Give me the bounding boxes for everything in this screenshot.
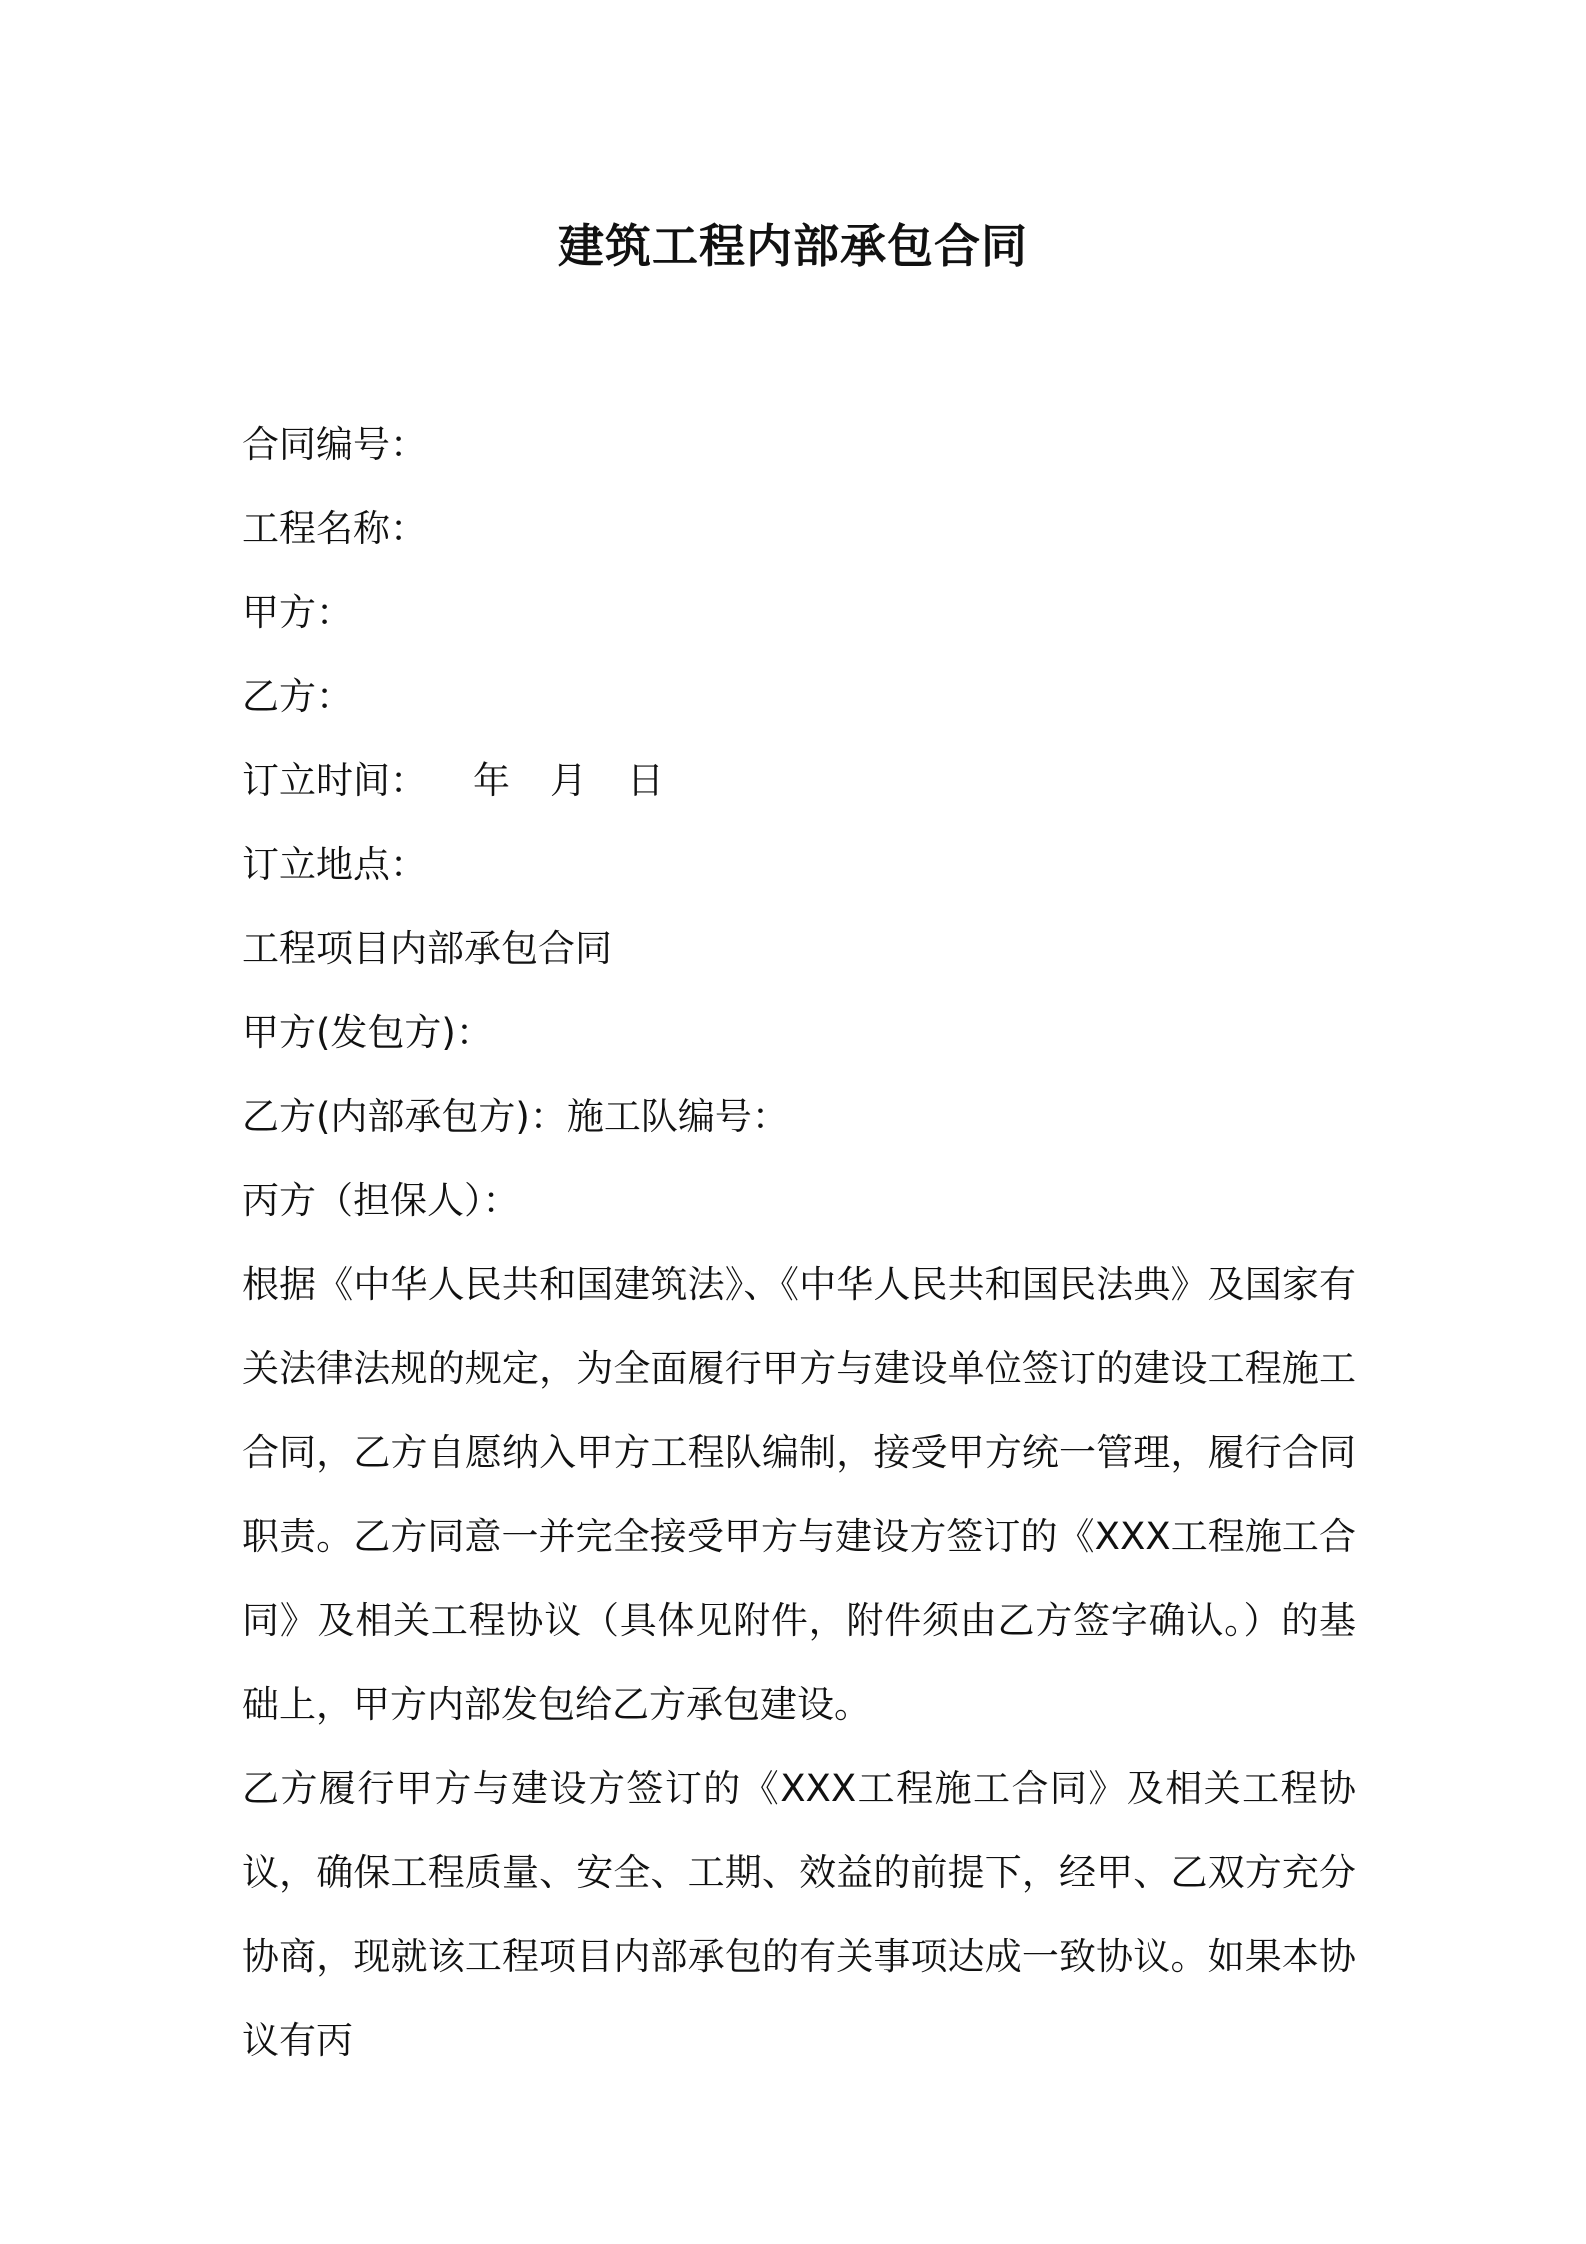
signing-time-year: 年 [473,759,510,802]
party-c-guarantor: 丙方（担保人）： [242,1179,520,1222]
party-a-employer: 甲方(发包方)： [242,1011,493,1054]
document-body [242,403,1356,2083]
party-b-contractor: 乙方(内部承包方)：施工队编号： [242,1095,789,1138]
party-b-field: 乙方： [242,675,353,718]
signing-place-field: 订立地点： [242,843,427,886]
signing-time-label: 订立时间： [242,759,427,802]
signing-time-month: 月 [550,759,587,802]
paragraph-legal-basis: 根据《中华人民共和国建筑法》、《中华人民共和国民法典》及国家有关法律法规的规定，为全面履行甲方与建设单位签订的建设工程施工合同，乙方自愿纳入甲方工程队编制，接受甲方统一管理，履行合同职责。乙方同意一并完全接受甲方与建设方签订的《XXX工程施工合同》及相关工程协议（具体见附件，附件须由乙方签字确认。）的基础上，甲方内部发包给乙方承包建设。 [242,1263,1356,1726]
signing-time-day: 日 [627,759,664,802]
project-name-field: 工程名称： [242,507,427,550]
signing-time-field [242,739,1356,823]
paragraph-performance: 乙方履行甲方与建设方签订的《XXX工程施工合同》及相关工程协议，确保工程质量、安全、工期、效益的前提下，经甲、乙双方充分协商，现就该工程项目内部承包的有关事项达成一致协议。如果本协议有丙 [242,1767,1356,2062]
document-title: 建筑工程内部承包合同 [558,219,1028,273]
contract-subtitle: 工程项目内部承包合同 [242,927,612,970]
party-a-field: 甲方： [242,591,353,634]
contract-number-field: 合同编号： [242,423,427,466]
